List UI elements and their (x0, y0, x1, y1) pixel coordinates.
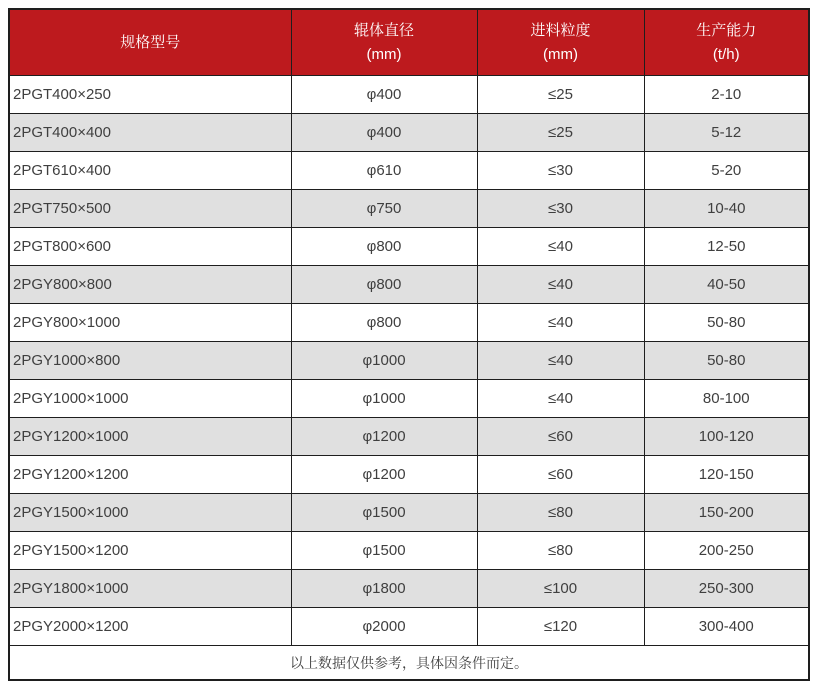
cell-feed-size: ≤60 (477, 456, 644, 494)
cell-model: 2PGY800×1000 (9, 304, 291, 342)
cell-capacity: 12-50 (644, 228, 809, 266)
cell-model: 2PGT750×500 (9, 190, 291, 228)
cell-roller-diameter: φ2000 (291, 608, 477, 646)
table-header (9, 9, 809, 76)
cell-capacity: 300-400 (644, 608, 809, 646)
cell-feed-size: ≤30 (477, 152, 644, 190)
cell-feed-size: ≤80 (477, 494, 644, 532)
cell-feed-size: ≤40 (477, 228, 644, 266)
header-unit-capacity: (t/h) (712, 45, 740, 63)
header-cell-roller-diameter (291, 9, 477, 76)
table-row (9, 152, 809, 190)
cell-model: 2PGT610×400 (9, 152, 291, 190)
cell-roller-diameter: φ610 (291, 152, 477, 190)
footnote-row (9, 646, 809, 681)
cell-feed-size: ≤30 (477, 190, 644, 228)
cell-capacity: 200-250 (644, 532, 809, 570)
cell-capacity: 120-150 (644, 456, 809, 494)
cell-roller-diameter: φ1500 (291, 494, 477, 532)
cell-feed-size: ≤40 (477, 342, 644, 380)
cell-feed-size: ≤100 (477, 570, 644, 608)
header-cell-feed-size (477, 9, 644, 76)
cell-model: 2PGT400×400 (9, 114, 291, 152)
cell-feed-size: ≤80 (477, 532, 644, 570)
cell-feed-size: ≤25 (477, 76, 644, 114)
cell-roller-diameter: φ800 (291, 304, 477, 342)
cell-capacity: 40-50 (644, 266, 809, 304)
header-unit-feed-size: (mm) (543, 45, 578, 63)
header-cell-model (9, 9, 291, 76)
header-title-model: 规格型号 (120, 33, 181, 51)
cell-feed-size: ≤40 (477, 304, 644, 342)
cell-roller-diameter: φ750 (291, 190, 477, 228)
header-row (9, 9, 809, 76)
table-foot (9, 646, 809, 681)
header-cell-capacity (644, 9, 809, 76)
cell-roller-diameter: φ400 (291, 114, 477, 152)
cell-capacity: 50-80 (644, 304, 809, 342)
table-row (9, 418, 809, 456)
table-row (9, 114, 809, 152)
table-row (9, 304, 809, 342)
cell-capacity: 100-120 (644, 418, 809, 456)
table-row (9, 228, 809, 266)
cell-model: 2PGY1500×1000 (9, 494, 291, 532)
cell-roller-diameter: φ1500 (291, 532, 477, 570)
cell-model: 2PGT400×250 (9, 76, 291, 114)
table-row (9, 190, 809, 228)
table-row (9, 342, 809, 380)
table-row (9, 494, 809, 532)
table-row (9, 380, 809, 418)
cell-roller-diameter: φ1200 (291, 418, 477, 456)
cell-capacity: 5-12 (644, 114, 809, 152)
cell-model: 2PGT800×600 (9, 228, 291, 266)
cell-model: 2PGY1200×1000 (9, 418, 291, 456)
cell-capacity: 10-40 (644, 190, 809, 228)
cell-capacity: 150-200 (644, 494, 809, 532)
cell-model: 2PGY1000×1000 (9, 380, 291, 418)
cell-roller-diameter: φ1000 (291, 380, 477, 418)
table-row (9, 266, 809, 304)
cell-capacity: 2-10 (644, 76, 809, 114)
table-row (9, 456, 809, 494)
cell-roller-diameter: φ400 (291, 76, 477, 114)
cell-model: 2PGY1500×1200 (9, 532, 291, 570)
cell-feed-size: ≤25 (477, 114, 644, 152)
cell-feed-size: ≤40 (477, 266, 644, 304)
cell-roller-diameter: φ1200 (291, 456, 477, 494)
cell-model: 2PGY1800×1000 (9, 570, 291, 608)
header-title-feed-size: 进料粒度 (530, 22, 591, 40)
cell-model: 2PGY1000×800 (9, 342, 291, 380)
cell-roller-diameter: φ800 (291, 266, 477, 304)
cell-model: 2PGY800×800 (9, 266, 291, 304)
header-unit-roller-diameter: (mm) (366, 45, 402, 63)
table-row (9, 608, 809, 646)
table-row (9, 570, 809, 608)
table-row (9, 76, 809, 114)
cell-capacity: 80-100 (644, 380, 809, 418)
cell-feed-size: ≤60 (477, 418, 644, 456)
header-title-capacity: 生产能力 (696, 22, 757, 40)
cell-capacity: 50-80 (644, 342, 809, 380)
cell-feed-size: ≤40 (477, 380, 644, 418)
header-title-roller-diameter: 辊体直径 (353, 22, 414, 40)
cell-roller-diameter: φ1800 (291, 570, 477, 608)
cell-capacity: 250-300 (644, 570, 809, 608)
cell-model: 2PGY1200×1200 (9, 456, 291, 494)
spec-table (8, 8, 810, 681)
table-footnote: 以上数据仅供参考，具体因条件而定。 (9, 646, 809, 681)
table-body (9, 76, 809, 646)
cell-model: 2PGY2000×1200 (9, 608, 291, 646)
cell-roller-diameter: φ1000 (291, 342, 477, 380)
table-row (9, 532, 809, 570)
cell-capacity: 5-20 (644, 152, 809, 190)
cell-feed-size: ≤120 (477, 608, 644, 646)
cell-roller-diameter: φ800 (291, 228, 477, 266)
